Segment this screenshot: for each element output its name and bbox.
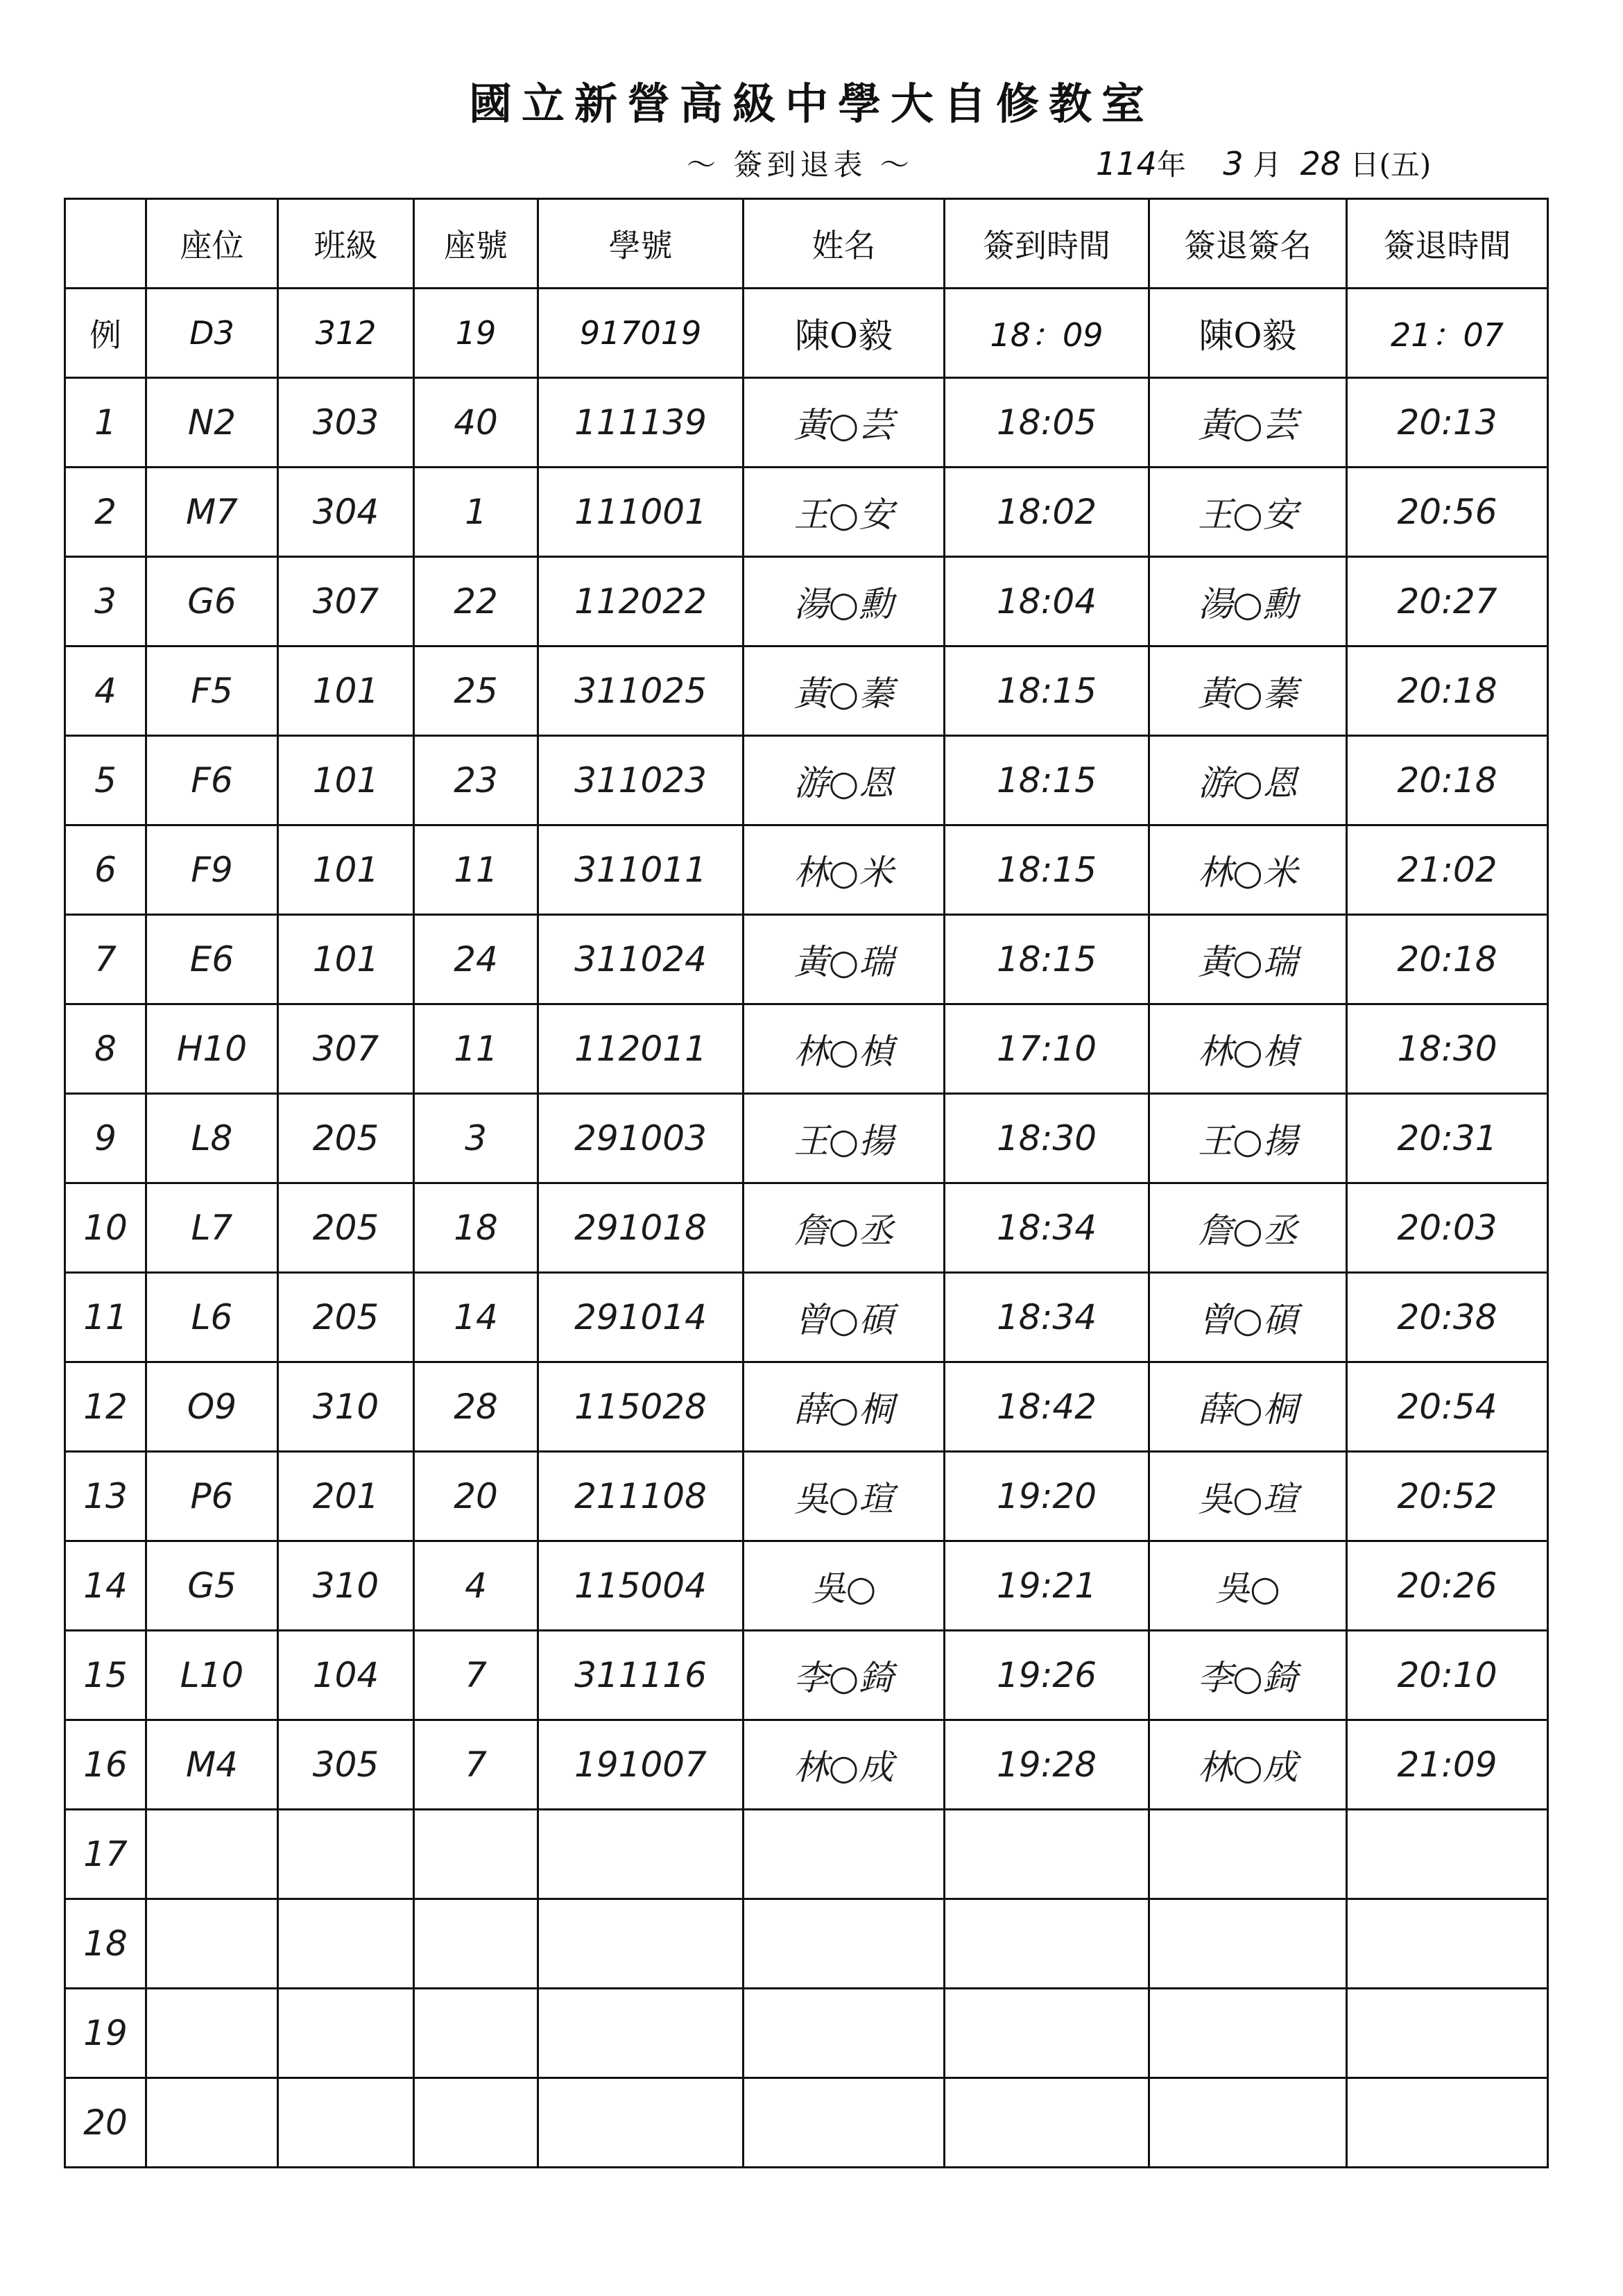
sign-out-signature-cell: 薛○桐 xyxy=(1149,1362,1347,1452)
student-id-cell: 311024 xyxy=(538,915,744,1004)
sign-out-time-cell: 20:18 xyxy=(1347,646,1548,736)
table-row xyxy=(65,378,1548,468)
sign-out-time-cell: 20:26 xyxy=(1347,1541,1548,1631)
seat-cell xyxy=(146,1899,278,1989)
student-id-cell xyxy=(538,1810,744,1899)
col-header-sign-in-time: 簽到時間 xyxy=(945,199,1149,289)
sign-out-signature-cell: 林○楨 xyxy=(1149,1004,1347,1094)
class-cell: 305 xyxy=(278,1720,414,1810)
class-cell: 205 xyxy=(278,1273,414,1362)
sign-out-signature-cell xyxy=(1149,1810,1347,1899)
date-year: 114 xyxy=(1096,145,1157,182)
table-row xyxy=(65,1541,1548,1631)
sign-in-time-cell: 19:20 xyxy=(945,1452,1149,1541)
student-id-cell: 111139 xyxy=(538,378,744,468)
seat-number-cell: 7 xyxy=(414,1720,538,1810)
seat-number-cell: 22 xyxy=(414,557,538,646)
class-cell: 101 xyxy=(278,825,414,915)
sign-in-time-cell: 18:05 xyxy=(945,378,1149,468)
seat-cell: O9 xyxy=(146,1362,278,1452)
row-index: 5 xyxy=(65,736,146,825)
table-row xyxy=(65,1273,1548,1362)
sign-in-time-cell: 18:04 xyxy=(945,557,1149,646)
sign-in-time-cell: 18:15 xyxy=(945,736,1149,825)
student-id-cell: 311025 xyxy=(538,646,744,736)
table-row xyxy=(65,1720,1548,1810)
seat-number-cell: 11 xyxy=(414,1004,538,1094)
student-id-cell: 191007 xyxy=(538,1720,744,1810)
seat-cell: L10 xyxy=(146,1631,278,1720)
seat-number-cell: 28 xyxy=(414,1362,538,1452)
seat-number-cell xyxy=(414,2078,538,2168)
sign-out-signature-cell: 李○錡 xyxy=(1149,1631,1347,1720)
sign-out-signature-cell xyxy=(1149,1989,1347,2078)
student-id-cell: 112011 xyxy=(538,1004,744,1094)
row-index: 6 xyxy=(65,825,146,915)
sign-out-time-cell: 20:56 xyxy=(1347,468,1548,557)
row-index: 15 xyxy=(65,1631,146,1720)
name-cell xyxy=(744,1989,945,2078)
name-cell: 林○米 xyxy=(744,825,945,915)
student-id-cell: 115028 xyxy=(538,1362,744,1452)
sign-out-time-cell: 21:02 xyxy=(1347,825,1548,915)
table-row xyxy=(65,1094,1548,1183)
date-day: 28 xyxy=(1300,145,1341,182)
class-cell xyxy=(278,1899,414,1989)
seat-cell: G6 xyxy=(146,557,278,646)
student-id-cell: 115004 xyxy=(538,1541,744,1631)
class-cell: 310 xyxy=(278,1362,414,1452)
class-cell: 104 xyxy=(278,1631,414,1720)
sign-out-signature-cell: 曾○碩 xyxy=(1149,1273,1347,1362)
seat-number-cell: 24 xyxy=(414,915,538,1004)
class-cell: 101 xyxy=(278,646,414,736)
name-cell: 薛○桐 xyxy=(744,1362,945,1452)
sign-out-time-cell xyxy=(1347,2078,1548,2168)
sign-in-time-cell: 18:15 xyxy=(945,825,1149,915)
class-cell: 101 xyxy=(278,915,414,1004)
form-title: 國立新營高級中學大自修教室 xyxy=(468,78,1154,129)
student-id-cell xyxy=(538,1989,744,2078)
col-header-sign-out-time: 簽退時間 xyxy=(1347,199,1548,289)
sign-in-time-cell: 18:34 xyxy=(945,1183,1149,1273)
date-month: 3 xyxy=(1223,145,1244,182)
sign-out-signature-cell: 王○安 xyxy=(1149,468,1347,557)
sign-out-signature-cell: 游○恩 xyxy=(1149,736,1347,825)
row-index: 18 xyxy=(65,1899,146,1989)
name-cell: 李○錡 xyxy=(744,1631,945,1720)
example-class: 312 xyxy=(278,289,414,378)
sign-out-signature-cell xyxy=(1149,2078,1347,2168)
seat-cell: M4 xyxy=(146,1720,278,1810)
table-row xyxy=(65,2078,1548,2168)
sign-out-time-cell: 20:13 xyxy=(1347,378,1548,468)
seat-cell: F6 xyxy=(146,736,278,825)
name-cell: 林○楨 xyxy=(744,1004,945,1094)
student-id-cell: 111001 xyxy=(538,468,744,557)
name-cell: 黃○蓁 xyxy=(744,646,945,736)
name-cell xyxy=(744,2078,945,2168)
sign-in-time-cell: 18:02 xyxy=(945,468,1149,557)
seat-cell: L6 xyxy=(146,1273,278,1362)
sign-in-time-cell: 19:28 xyxy=(945,1720,1149,1810)
row-index: 11 xyxy=(65,1273,146,1362)
sign-out-signature-cell xyxy=(1149,1899,1347,1989)
row-index: 3 xyxy=(65,557,146,646)
seat-cell: L7 xyxy=(146,1183,278,1273)
student-id-cell xyxy=(538,2078,744,2168)
sign-in-table xyxy=(64,198,1549,2168)
date-day-label: 日 xyxy=(1350,148,1380,182)
form-date xyxy=(1096,142,1431,184)
class-cell: 201 xyxy=(278,1452,414,1541)
seat-cell: M7 xyxy=(146,468,278,557)
example-seat-number: 19 xyxy=(414,289,538,378)
name-cell: 游○恩 xyxy=(744,736,945,825)
student-id-cell: 311011 xyxy=(538,825,744,915)
class-cell: 304 xyxy=(278,468,414,557)
table-row xyxy=(65,736,1548,825)
row-index: 19 xyxy=(65,1989,146,2078)
seat-number-cell: 3 xyxy=(414,1094,538,1183)
sign-in-time-cell: 18:34 xyxy=(945,1273,1149,1362)
row-index: 2 xyxy=(65,468,146,557)
table-row xyxy=(65,1004,1548,1094)
example-student-id: 917019 xyxy=(538,289,744,378)
sign-out-signature-cell: 詹○丞 xyxy=(1149,1183,1347,1273)
name-cell xyxy=(744,1810,945,1899)
sign-out-signature-cell: 黃○瑞 xyxy=(1149,915,1347,1004)
name-cell: 王○揚 xyxy=(744,1094,945,1183)
table-row xyxy=(65,1989,1548,2078)
student-id-cell xyxy=(538,1899,744,1989)
seat-number-cell: 4 xyxy=(414,1541,538,1631)
seat-cell xyxy=(146,1810,278,1899)
name-cell: 吳○ xyxy=(744,1541,945,1631)
example-sign-in-time: 18：09 xyxy=(945,289,1149,378)
example-label: 例 xyxy=(65,289,146,378)
name-cell: 王○安 xyxy=(744,468,945,557)
student-id-cell: 311116 xyxy=(538,1631,744,1720)
seat-number-cell: 14 xyxy=(414,1273,538,1362)
seat-number-cell: 25 xyxy=(414,646,538,736)
seat-number-cell: 11 xyxy=(414,825,538,915)
col-header-class: 班級 xyxy=(278,199,414,289)
example-sign-out-time: 21：07 xyxy=(1347,289,1548,378)
sign-in-time-cell: 18:15 xyxy=(945,915,1149,1004)
seat-cell: L8 xyxy=(146,1094,278,1183)
name-cell: 林○成 xyxy=(744,1720,945,1810)
form-subtitle: ～ 簽到退表 ～ xyxy=(687,148,913,182)
example-name: 陳O毅 xyxy=(744,289,945,378)
student-id-cell: 112022 xyxy=(538,557,744,646)
sign-out-time-cell: 20:27 xyxy=(1347,557,1548,646)
row-index: 14 xyxy=(65,1541,146,1631)
sign-out-signature-cell: 黃○蓁 xyxy=(1149,646,1347,736)
col-header-seat-number: 座號 xyxy=(414,199,538,289)
row-index: 10 xyxy=(65,1183,146,1273)
sign-out-time-cell: 20:18 xyxy=(1347,915,1548,1004)
class-cell xyxy=(278,2078,414,2168)
col-header-student-id: 學號 xyxy=(538,199,744,289)
class-cell: 307 xyxy=(278,557,414,646)
seat-number-cell: 20 xyxy=(414,1452,538,1541)
sign-out-signature-cell: 林○米 xyxy=(1149,825,1347,915)
table-row xyxy=(65,1452,1548,1541)
seat-cell xyxy=(146,1989,278,2078)
name-cell: 黃○芸 xyxy=(744,378,945,468)
sign-out-time-cell: 20:03 xyxy=(1347,1183,1548,1273)
table-row xyxy=(65,1631,1548,1720)
seat-number-cell xyxy=(414,1810,538,1899)
sign-out-time-cell: 18:30 xyxy=(1347,1004,1548,1094)
col-header-index xyxy=(65,199,146,289)
row-index: 16 xyxy=(65,1720,146,1810)
student-id-cell: 291018 xyxy=(538,1183,744,1273)
sign-out-signature-cell: 林○成 xyxy=(1149,1720,1347,1810)
row-index: 9 xyxy=(65,1094,146,1183)
sign-in-time-cell: 18:30 xyxy=(945,1094,1149,1183)
seat-cell: G5 xyxy=(146,1541,278,1631)
class-cell: 307 xyxy=(278,1004,414,1094)
seat-cell: F5 xyxy=(146,646,278,736)
sign-out-time-cell: 20:52 xyxy=(1347,1452,1548,1541)
student-id-cell: 311023 xyxy=(538,736,744,825)
class-cell: 101 xyxy=(278,736,414,825)
seat-cell xyxy=(146,2078,278,2168)
sign-out-signature-cell: 吳○ xyxy=(1149,1541,1347,1631)
seat-cell: E6 xyxy=(146,915,278,1004)
name-cell: 詹○丞 xyxy=(744,1183,945,1273)
date-weekday: (五) xyxy=(1379,148,1432,182)
student-id-cell: 211108 xyxy=(538,1452,744,1541)
sign-out-time-cell: 21:09 xyxy=(1347,1720,1548,1810)
seat-number-cell: 1 xyxy=(414,468,538,557)
class-cell xyxy=(278,1810,414,1899)
example-sign-out-signature: 陳O毅 xyxy=(1149,289,1347,378)
example-seat: D3 xyxy=(146,289,278,378)
table-row xyxy=(65,1362,1548,1452)
date-month-label: 月 xyxy=(1252,148,1282,182)
sign-in-time-cell xyxy=(945,1989,1149,2078)
sign-out-time-cell: 20:31 xyxy=(1347,1094,1548,1183)
header-row xyxy=(65,199,1548,289)
sign-out-time-cell: 20:38 xyxy=(1347,1273,1548,1362)
seat-number-cell: 18 xyxy=(414,1183,538,1273)
row-index: 8 xyxy=(65,1004,146,1094)
sign-out-signature-cell: 吳○瑄 xyxy=(1149,1452,1347,1541)
seat-number-cell xyxy=(414,1989,538,2078)
date-year-label: 年 xyxy=(1156,148,1186,182)
col-header-name: 姓名 xyxy=(744,199,945,289)
sign-in-time-cell: 17:10 xyxy=(945,1004,1149,1094)
sign-out-time-cell xyxy=(1347,1989,1548,2078)
class-cell: 310 xyxy=(278,1541,414,1631)
seat-number-cell: 40 xyxy=(414,378,538,468)
name-cell: 黃○瑞 xyxy=(744,915,945,1004)
row-index: 1 xyxy=(65,378,146,468)
table-row xyxy=(65,915,1548,1004)
row-index: 13 xyxy=(65,1452,146,1541)
sign-in-time-cell: 19:26 xyxy=(945,1631,1149,1720)
seat-number-cell xyxy=(414,1899,538,1989)
row-index: 7 xyxy=(65,915,146,1004)
row-index: 12 xyxy=(65,1362,146,1452)
sign-in-time-cell: 19:21 xyxy=(945,1541,1149,1631)
name-cell xyxy=(744,1899,945,1989)
seat-cell: F9 xyxy=(146,825,278,915)
sign-in-time-cell: 18:15 xyxy=(945,646,1149,736)
table-row xyxy=(65,468,1548,557)
row-index: 17 xyxy=(65,1810,146,1899)
sign-out-signature-cell: 黃○芸 xyxy=(1149,378,1347,468)
seat-number-cell: 7 xyxy=(414,1631,538,1720)
sign-in-time-cell xyxy=(945,1899,1149,1989)
student-id-cell: 291014 xyxy=(538,1273,744,1362)
row-index: 4 xyxy=(65,646,146,736)
sign-out-time-cell: 20:10 xyxy=(1347,1631,1548,1720)
table-row xyxy=(65,557,1548,646)
seat-cell: H10 xyxy=(146,1004,278,1094)
class-cell xyxy=(278,1989,414,2078)
sign-out-time-cell: 20:18 xyxy=(1347,736,1548,825)
example-row xyxy=(65,289,1548,378)
class-cell: 205 xyxy=(278,1094,414,1183)
name-cell: 曾○碩 xyxy=(744,1273,945,1362)
seat-number-cell: 23 xyxy=(414,736,538,825)
name-cell: 吳○瑄 xyxy=(744,1452,945,1541)
table-row xyxy=(65,646,1548,736)
table-row xyxy=(65,1899,1548,1989)
table-row xyxy=(65,1183,1548,1273)
sign-in-time-cell: 18:42 xyxy=(945,1362,1149,1452)
student-id-cell: 291003 xyxy=(538,1094,744,1183)
col-header-sign-out-signature: 簽退簽名 xyxy=(1149,199,1347,289)
seat-cell: N2 xyxy=(146,378,278,468)
class-cell: 303 xyxy=(278,378,414,468)
table-row xyxy=(65,1810,1548,1899)
sign-out-time-cell xyxy=(1347,1899,1548,1989)
table-row xyxy=(65,825,1548,915)
name-cell: 湯○勳 xyxy=(744,557,945,646)
sign-out-time-cell: 20:54 xyxy=(1347,1362,1548,1452)
sign-in-time-cell xyxy=(945,2078,1149,2168)
seat-cell: P6 xyxy=(146,1452,278,1541)
class-cell: 205 xyxy=(278,1183,414,1273)
sign-out-time-cell xyxy=(1347,1810,1548,1899)
col-header-seat: 座位 xyxy=(146,199,278,289)
row-index: 20 xyxy=(65,2078,146,2168)
sign-in-time-cell xyxy=(945,1810,1149,1899)
sign-out-signature-cell: 湯○勳 xyxy=(1149,557,1347,646)
sign-out-signature-cell: 王○揚 xyxy=(1149,1094,1347,1183)
